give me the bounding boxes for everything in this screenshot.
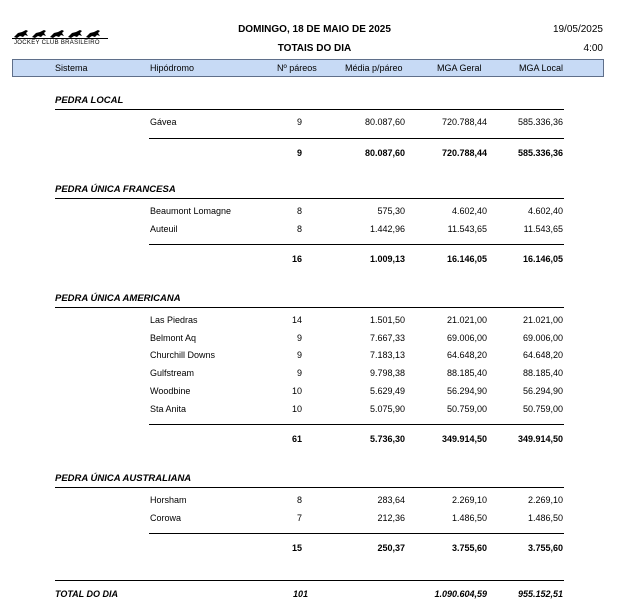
media-cell: 575,30 — [377, 206, 405, 216]
media-cell: 5.629,49 — [369, 385, 405, 396]
group-title: PEDRA LOCAL — [55, 95, 124, 106]
hipodromo-cell: Sta Anita — [150, 403, 187, 414]
mga-local-cell: 585.336,36 — [517, 117, 563, 127]
hipodromo-cell: Belmont Aq — [150, 332, 197, 343]
mga-geral-cell: 720.788,44 — [441, 117, 487, 127]
mga-geral-cell: 69.006,00 — [446, 332, 487, 343]
media-cell: 1.501,50 — [369, 315, 405, 325]
media-cell: 7.667,33 — [369, 332, 405, 343]
mga-local-cell: 69.006,00 — [522, 332, 563, 343]
hipodromo-cell: Horsham — [150, 495, 187, 505]
hipodromo-cell: Gulfstream — [150, 368, 195, 379]
total-pareos: 101 — [292, 589, 308, 599]
subtotal-mga-local: 3.755,60 — [527, 543, 563, 554]
report-date: 19/05/2025 — [552, 24, 603, 35]
subtotal-pareos: 61 — [291, 434, 302, 445]
pareos-cell: 9 — [296, 368, 302, 379]
pareos-cell: 14 — [291, 315, 302, 325]
group-title: PEDRA ÚNICA AMERICANA — [55, 293, 181, 304]
media-cell: 283,64 — [377, 495, 405, 505]
col-pareos: Nº páreos — [277, 63, 317, 73]
mga-local-cell: 2.269,10 — [527, 495, 563, 505]
mga-local-cell: 88.185,40 — [522, 368, 563, 379]
pareos-cell: 9 — [296, 350, 302, 361]
hipodromo-cell: Churchill Downs — [150, 350, 216, 361]
total-line — [55, 580, 564, 581]
subtotal-mga-geral: 720.788,44 — [441, 147, 487, 158]
group-underline — [55, 487, 564, 488]
subtotal-media: 1.009,13 — [369, 254, 405, 265]
media-cell: 1.442,96 — [369, 223, 405, 234]
report-subtitle: TOTAIS DO DIA — [277, 43, 352, 54]
subtotal-line — [149, 424, 564, 425]
pareos-cell: 9 — [296, 117, 302, 127]
pareos-cell: 8 — [296, 495, 302, 505]
media-cell: 5.075,90 — [369, 403, 405, 414]
mga-local-cell: 11.543,65 — [523, 223, 563, 234]
group-underline — [55, 109, 564, 110]
mga-geral-cell: 21.021,00 — [446, 315, 487, 325]
mga-geral-cell: 50.759,00 — [446, 403, 487, 414]
total-mga-local: 955.152,51 — [517, 589, 563, 599]
group-underline — [55, 307, 564, 308]
group-title: PEDRA ÚNICA FRANCESA — [55, 184, 176, 195]
col-hipodromo: Hipódromo — [150, 63, 195, 73]
mga-geral-cell: 11.543,65 — [447, 223, 487, 234]
group-title: PEDRA ÚNICA AUSTRALIANA — [55, 473, 192, 484]
media-cell: 212,36 — [377, 512, 405, 523]
pareos-cell: 8 — [296, 223, 302, 234]
column-header-bar — [12, 59, 604, 77]
subtotal-pareos: 9 — [296, 147, 302, 158]
hipodromo-cell: Beaumont Lomagne — [150, 206, 232, 216]
group-underline — [55, 198, 564, 199]
subtotal-mga-local: 16.146,05 — [522, 254, 563, 265]
mga-local-cell: 56.294,90 — [522, 385, 563, 396]
subtotal-line — [149, 138, 564, 139]
mga-local-cell: 1.486,50 — [527, 512, 563, 523]
logo-text: JOCKEY CLUB BRASILEIRO — [14, 40, 100, 46]
subtotal-pareos: 15 — [291, 543, 302, 554]
media-cell: 9.798,38 — [369, 368, 405, 379]
pareos-cell: 7 — [296, 512, 302, 523]
hipodromo-cell: Corowa — [150, 512, 182, 523]
col-mga-local: MGA Local — [519, 63, 564, 73]
pareos-cell: 9 — [296, 332, 302, 343]
total-label: TOTAL DO DIA — [55, 589, 118, 599]
subtotal-mga-geral: 349.914,50 — [441, 434, 487, 445]
mga-geral-cell: 4.602,40 — [451, 206, 487, 216]
mga-geral-cell: 1.486,50 — [451, 512, 487, 523]
subtotal-pareos: 16 — [291, 254, 302, 265]
mga-geral-cell: 64.648,20 — [446, 350, 487, 361]
hipodromo-cell: Gávea — [150, 117, 177, 127]
subtotal-line — [149, 244, 564, 245]
mga-local-cell: 64.648,20 — [522, 350, 563, 361]
mga-local-cell: 50.759,00 — [522, 403, 563, 414]
subtotal-mga-geral: 3.755,60 — [451, 543, 487, 554]
subtotal-line — [149, 533, 564, 534]
col-media: Média p/páreo — [345, 63, 403, 73]
subtotal-mga-local: 585.336,36 — [517, 147, 563, 158]
media-cell: 80.087,60 — [364, 117, 405, 127]
pareos-cell: 10 — [291, 403, 302, 414]
mga-geral-cell: 56.294,90 — [446, 385, 487, 396]
hipodromo-cell: Woodbine — [150, 385, 191, 396]
subtotal-mga-local: 349.914,50 — [517, 434, 563, 445]
hipodromo-cell: Auteuil — [150, 223, 178, 234]
report-time: 4:00 — [583, 43, 603, 54]
subtotal-mga-geral: 16.146,05 — [446, 254, 487, 265]
pareos-cell: 10 — [291, 385, 302, 396]
subtotal-media: 5.736,30 — [369, 434, 405, 445]
total-mga-geral: 1.090.604,59 — [434, 589, 487, 599]
report-title: DOMINGO, 18 DE MAIO DE 2025 — [238, 24, 391, 35]
col-sistema: Sistema — [55, 63, 88, 73]
col-mga-geral: MGA Geral — [437, 63, 482, 73]
media-cell: 7.183,13 — [369, 350, 405, 361]
mga-local-cell: 21.021,00 — [522, 315, 563, 325]
hipodromo-cell: Las Piedras — [150, 315, 198, 325]
mga-geral-cell: 2.269,10 — [451, 495, 487, 505]
mga-local-cell: 4.602,40 — [527, 206, 563, 216]
subtotal-media: 80.087,60 — [364, 147, 405, 158]
subtotal-media: 250,37 — [377, 543, 405, 554]
pareos-cell: 8 — [296, 206, 302, 216]
mga-geral-cell: 88.185,40 — [446, 368, 487, 379]
